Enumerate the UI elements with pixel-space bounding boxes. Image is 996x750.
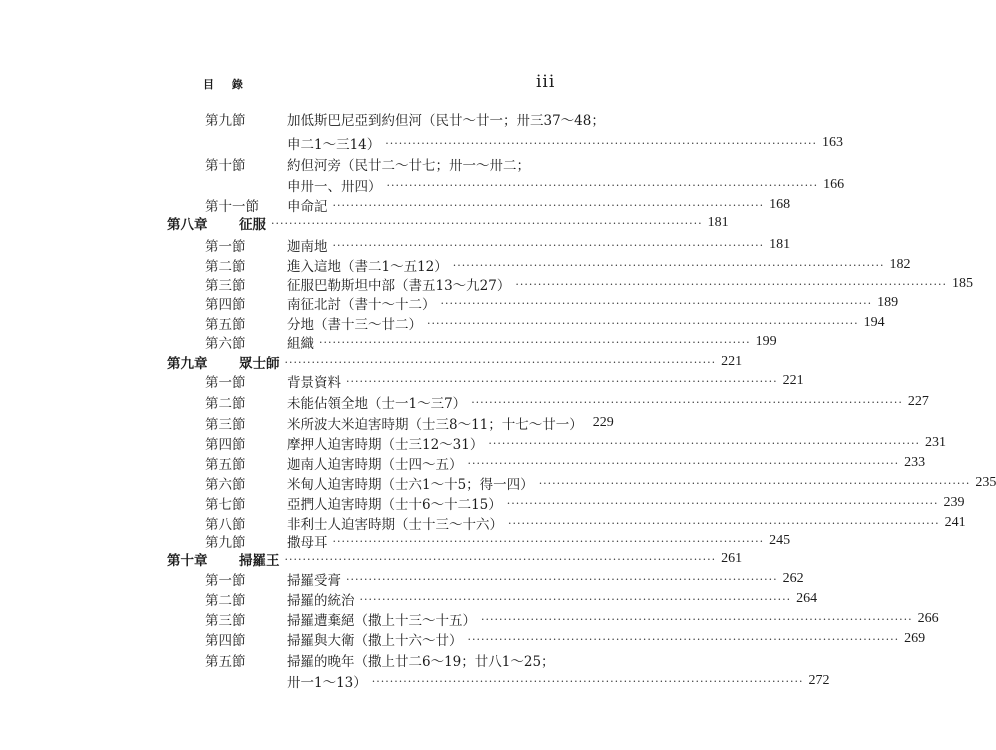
section-number: 第二節	[205, 396, 246, 412]
toc-section-row	[205, 493, 965, 513]
toc-chapter-row	[167, 549, 743, 569]
entry-title: 掃羅與大衛（撒上十六～廿）	[287, 633, 463, 649]
running-header-title: 目 錄	[203, 78, 250, 91]
page-number: 163	[821, 135, 843, 150]
toc-section-row	[205, 154, 582, 174]
section-number: 第六節	[205, 336, 246, 352]
entry-title: 米所波大米迫害時期（士三8～11；十七～廿一）	[287, 417, 583, 433]
dot-leader: ································································································	[332, 238, 765, 252]
page-number: 185	[952, 276, 974, 291]
entry-title: 眾士師	[239, 356, 280, 372]
dot-leader: ································································································	[319, 335, 751, 349]
dot-leader: ································································································	[346, 572, 778, 586]
dot-leader: ································································································	[346, 374, 778, 388]
entry-title: 未能佔領全地（士一1～三7）	[287, 396, 467, 412]
page-number: 227	[907, 394, 929, 409]
dot-leader: ································································································	[385, 136, 817, 150]
entry-title: 申卅一、卅四）	[287, 179, 382, 195]
toc-section-row	[205, 371, 804, 391]
page-number: 261	[721, 551, 743, 566]
toc-section-row	[205, 531, 791, 551]
entry-title: 非利士人迫害時期（士十三～十六）	[287, 517, 503, 533]
page-number: 221	[782, 373, 804, 388]
toc-continuation-row	[287, 133, 843, 153]
dot-leader: ································································································	[440, 296, 873, 310]
toc-continuation-row	[287, 175, 845, 195]
toc-section-row	[205, 195, 791, 215]
entry-title: 背景資料	[287, 375, 341, 391]
toc-section-row	[205, 473, 996, 493]
toc-section-row	[205, 589, 818, 609]
chapter-number: 第八章	[167, 217, 208, 233]
toc-section-row	[205, 453, 926, 473]
page-number: 181	[707, 215, 729, 230]
dot-leader: ································································································	[471, 395, 903, 409]
toc-section-row	[205, 109, 605, 129]
toc-section-row	[205, 513, 966, 533]
dot-leader: ································································································	[467, 456, 900, 470]
entry-title: 掃羅的統治	[287, 593, 355, 609]
section-number: 第四節	[205, 437, 246, 453]
page-number: 166	[823, 177, 845, 192]
dot-leader: ································································································	[481, 612, 913, 626]
section-number: 第十節	[205, 158, 246, 174]
entry-title: 申命記	[287, 199, 328, 215]
section-number: 第三節	[205, 613, 246, 629]
page-number: 269	[904, 631, 926, 646]
page-number: 239	[943, 495, 965, 510]
chapter-number: 第十章	[167, 553, 208, 569]
dot-leader: ································································································	[508, 516, 940, 530]
entry-title: 進入這地（書二1～五12）	[287, 259, 448, 275]
section-number: 第一節	[205, 239, 246, 255]
page-number: 168	[769, 197, 791, 212]
page-number: 233	[904, 455, 926, 470]
dot-leader: ································································································	[332, 198, 765, 212]
toc-chapter-row	[167, 213, 729, 233]
dot-leader: ································································································	[427, 316, 859, 330]
page-number: 235	[975, 475, 996, 490]
page-number-roman: iii	[536, 72, 556, 92]
section-number: 第六節	[205, 477, 246, 493]
page-number: 221	[721, 354, 743, 369]
section-number: 第三節	[205, 417, 246, 433]
entry-title: 南征北討（書十～十二）	[287, 297, 436, 313]
entry-title: 米甸人迫害時期（士六1～十5；得一四）	[287, 477, 534, 493]
dot-leader: ································································································	[284, 552, 717, 566]
section-number: 第一節	[205, 375, 246, 391]
entry-title: 摩押人迫害時期（士三12～31）	[287, 437, 484, 453]
toc-section-row	[205, 413, 614, 433]
dot-leader: ································································································	[371, 674, 804, 688]
dot-leader: ································································································	[538, 476, 971, 490]
entry-title: 亞捫人迫害時期（士十6～十二15）	[287, 497, 502, 513]
dot-leader: ································································································	[359, 592, 792, 606]
page-number: 245	[769, 533, 791, 548]
section-number: 第五節	[205, 654, 246, 670]
toc-section-row	[205, 255, 911, 275]
page-number: 194	[863, 315, 885, 330]
page-number: 229	[592, 415, 614, 430]
page-number: 231	[925, 435, 947, 450]
dot-leader: ································································································	[488, 436, 921, 450]
entry-title: 征服	[239, 217, 266, 233]
section-number: 第八節	[205, 517, 246, 533]
page-number: 241	[944, 515, 966, 530]
section-number: 第七節	[205, 497, 246, 513]
page-number: 272	[808, 673, 830, 688]
entry-title: 掃羅王	[239, 553, 280, 569]
section-number: 第九節	[205, 535, 246, 551]
dot-leader: ································································································	[271, 216, 703, 230]
toc-section-row	[205, 433, 947, 453]
dot-leader: ································································································	[284, 355, 717, 369]
entry-title: 加低斯巴尼亞到約但河（民廿～廿一；卅三37～48；	[287, 113, 605, 129]
toc-section-row	[205, 609, 939, 629]
toc-section-row	[205, 650, 582, 670]
entry-title: 撒母耳	[287, 535, 328, 551]
entry-title: 申二1～三14）	[287, 137, 381, 153]
page-number: 262	[782, 571, 804, 586]
entry-title: 迦南人迫害時期（士四～五）	[287, 457, 463, 473]
entry-title: 約但河旁（民廿二～廿七；卅一～卅二；	[287, 158, 530, 174]
toc-section-row	[205, 313, 885, 333]
dot-leader: ································································································	[506, 496, 939, 510]
toc-chapter-row	[167, 352, 743, 372]
entry-title: 掃羅的晚年（撒上廿二6～19；廿八1～25；	[287, 654, 555, 670]
entry-title: 組織	[287, 336, 314, 352]
section-number: 第五節	[205, 317, 246, 333]
page-number: 266	[917, 611, 939, 626]
page-number: 199	[755, 334, 777, 349]
entry-title: 掃羅受膏	[287, 573, 341, 589]
section-number: 第十一節	[205, 199, 259, 215]
entry-title: 掃羅遭棄絕（撒上十三～十五）	[287, 613, 476, 629]
page-number: 189	[877, 295, 899, 310]
entry-title: 迦南地	[287, 239, 328, 255]
entry-title: 征服巴勒斯坦中部（書五13～九27）	[287, 278, 511, 294]
section-number: 第二節	[205, 593, 246, 609]
section-number: 第四節	[205, 297, 246, 313]
section-number: 第九節	[205, 113, 246, 129]
toc-continuation-row	[287, 671, 830, 691]
page-number: 264	[796, 591, 818, 606]
toc-section-row	[205, 392, 929, 412]
entry-title: 分地（書十三～廿二）	[287, 317, 422, 333]
section-number: 第二節	[205, 259, 246, 275]
toc-section-row	[205, 332, 777, 352]
entry-title: 卅一1～13）	[287, 675, 367, 691]
section-number: 第四節	[205, 633, 246, 649]
toc-section-row	[205, 274, 974, 294]
chapter-number: 第九章	[167, 356, 208, 372]
section-number: 第三節	[205, 278, 246, 294]
section-number: 第五節	[205, 457, 246, 473]
dot-leader: ································································································	[332, 534, 765, 548]
dot-leader: ································································································	[452, 258, 885, 272]
section-number: 第一節	[205, 573, 246, 589]
toc-section-row	[205, 569, 804, 589]
toc-section-row	[205, 629, 926, 649]
page-number: 182	[889, 257, 911, 272]
dot-leader: ································································································	[515, 277, 948, 291]
toc-section-row	[205, 235, 791, 255]
dot-leader: ································································································	[386, 178, 819, 192]
page-number: 181	[769, 237, 791, 252]
toc-section-row	[205, 293, 899, 313]
dot-leader: ································································································	[467, 632, 900, 646]
